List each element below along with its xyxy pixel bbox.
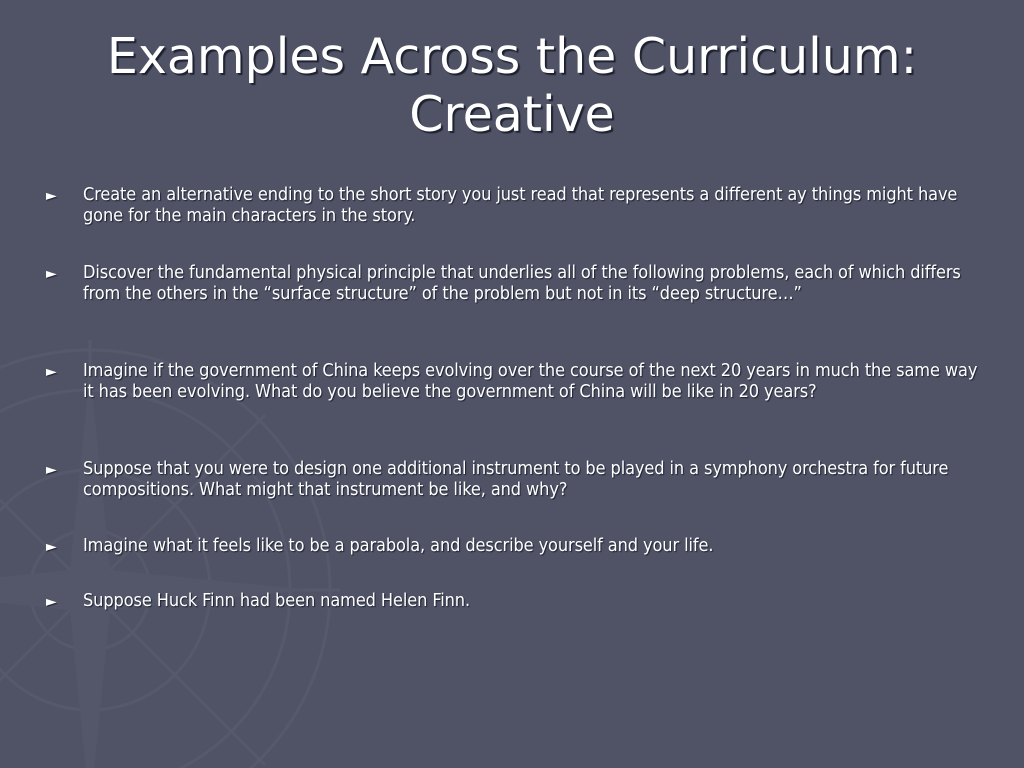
bullet-text: Suppose that you were to design one additional instrument to be played in a symphony orchestra for future compositions. What might that instrument be like, and why?	[83, 458, 949, 500]
slide-title	[40, 28, 984, 144]
bullet-text: Imagine what it feels like to be a parabola, and describe yourself and your life.	[83, 535, 714, 556]
triangle-right-icon: ►	[46, 594, 57, 610]
bullet-text: Suppose Huck Finn had been named Helen Finn.	[83, 590, 471, 611]
bullet-text: Imagine if the government of China keeps evolving over the course of the next 20 years in much the same way it has been evolving. What do you believe the government of China will be like in 20 years?	[83, 360, 978, 402]
title-line-1: Examples Across the Curriculum:	[106, 28, 918, 85]
bullet-text: Discover the fundamental physical principle that underlies all of the following problems, each of which differs from the others in the “surface structure” of the problem but not in its “deep structure…”	[83, 262, 961, 304]
title-line-2: Creative	[409, 86, 615, 143]
bullet-text: Create an alternative ending to the short story you just read that represents a different ay things might have gone for the main characters in the story.	[83, 184, 958, 226]
triangle-right-icon: ►	[46, 462, 57, 478]
triangle-right-icon: ►	[46, 188, 57, 204]
triangle-right-icon: ►	[46, 364, 57, 380]
triangle-right-icon: ►	[46, 266, 57, 282]
triangle-right-icon: ►	[46, 539, 57, 555]
